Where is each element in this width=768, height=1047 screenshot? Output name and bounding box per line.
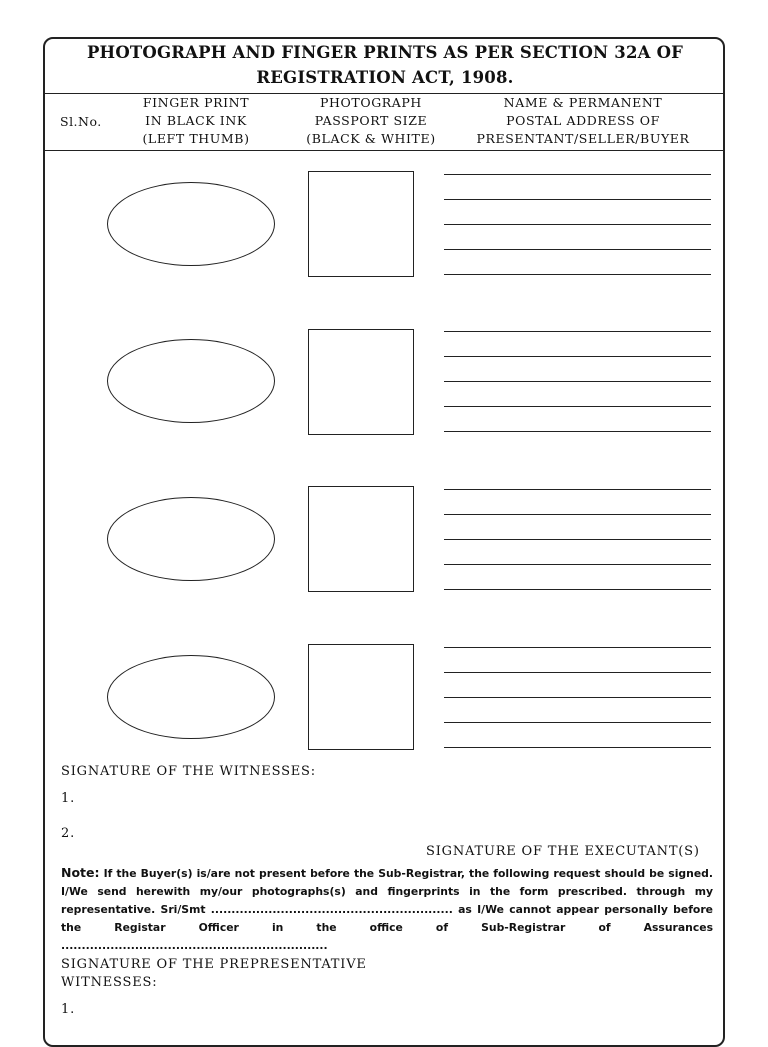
note-label: Note: [61, 865, 100, 880]
representative-item-1: 1. [61, 1002, 76, 1017]
column-header-name-address [452, 94, 714, 148]
witnesses-heading: SIGNATURE OF THE WITNESSES: [61, 764, 316, 779]
address-line[interactable] [444, 647, 711, 648]
photo-box[interactable] [308, 486, 414, 592]
address-line[interactable] [444, 381, 711, 382]
note-paragraph [61, 864, 713, 955]
address-line[interactable] [444, 406, 711, 407]
address-line[interactable] [444, 514, 711, 515]
address-line[interactable] [444, 539, 711, 540]
address-line[interactable] [444, 489, 711, 490]
thumb-impression-box[interactable] [107, 497, 275, 581]
column-header-photo-line: PASSPORT SIZE [314, 113, 428, 128]
thumb-impression-box[interactable] [107, 655, 275, 739]
column-header-photograph [292, 94, 450, 148]
address-line[interactable] [444, 174, 711, 175]
witness-item-2: 2. [61, 826, 76, 841]
column-header-finger-line: FINGER PRINT [142, 95, 250, 110]
form-title [45, 40, 725, 90]
photo-box[interactable] [308, 171, 414, 277]
address-line[interactable] [444, 274, 711, 275]
column-header-name-line: NAME & PERMANENT [503, 95, 663, 110]
address-line[interactable] [444, 224, 711, 225]
column-header-finger-print [121, 94, 271, 148]
thumb-impression-box[interactable] [107, 182, 275, 266]
header-bottom-rule [45, 150, 725, 151]
address-line[interactable] [444, 356, 711, 357]
witness-item-1: 1. [61, 791, 76, 806]
note-text: If the Buyer(s) is/are not present before the Sub-Registrar, the following request should be signed. I/We send herewith my/our photographs(s) and fingerprints in the form prescribed. through my representative. Sri/Smt ........................................................... as I/We cannot appear personally before the Registar Officer in the office of Sub-Registrar of Assurances ................................................................. [61, 867, 713, 952]
address-line[interactable] [444, 431, 711, 432]
form-title-line-1: PHOTOGRAPH AND FINGER PRINTS AS PER SECTION 32A OF [86, 43, 684, 62]
column-header-name-line: POSTAL ADDRESS OF [506, 113, 660, 128]
address-line[interactable] [444, 672, 711, 673]
column-header-photo-line: PHOTOGRAPH [320, 95, 422, 110]
address-line[interactable] [444, 331, 711, 332]
address-line[interactable] [444, 722, 711, 723]
representative-heading-line-1: SIGNATURE OF THE PREPRESENTATIVE [61, 957, 367, 972]
column-header-slno: Sl.No. [60, 114, 102, 129]
representative-heading-line-2: WITNESSES: [61, 975, 158, 990]
column-header-photo-line: (BLACK & WHITE) [306, 131, 436, 146]
executant-signature-label: SIGNATURE OF THE EXECUTANT(S) [426, 844, 700, 859]
address-line[interactable] [444, 199, 711, 200]
photo-box[interactable] [308, 329, 414, 435]
form-title-line-2: REGISTRATION ACT, 1908. [256, 68, 514, 87]
address-line[interactable] [444, 747, 711, 748]
address-line[interactable] [444, 589, 711, 590]
photo-box[interactable] [308, 644, 414, 750]
address-line[interactable] [444, 697, 711, 698]
address-line[interactable] [444, 564, 711, 565]
column-header-finger-line: (LEFT THUMB) [142, 131, 250, 146]
address-line[interactable] [444, 249, 711, 250]
column-header-finger-line: IN BLACK INK [145, 113, 247, 128]
column-header-name-line: PRESENTANT/SELLER/BUYER [476, 131, 690, 146]
thumb-impression-box[interactable] [107, 339, 275, 423]
